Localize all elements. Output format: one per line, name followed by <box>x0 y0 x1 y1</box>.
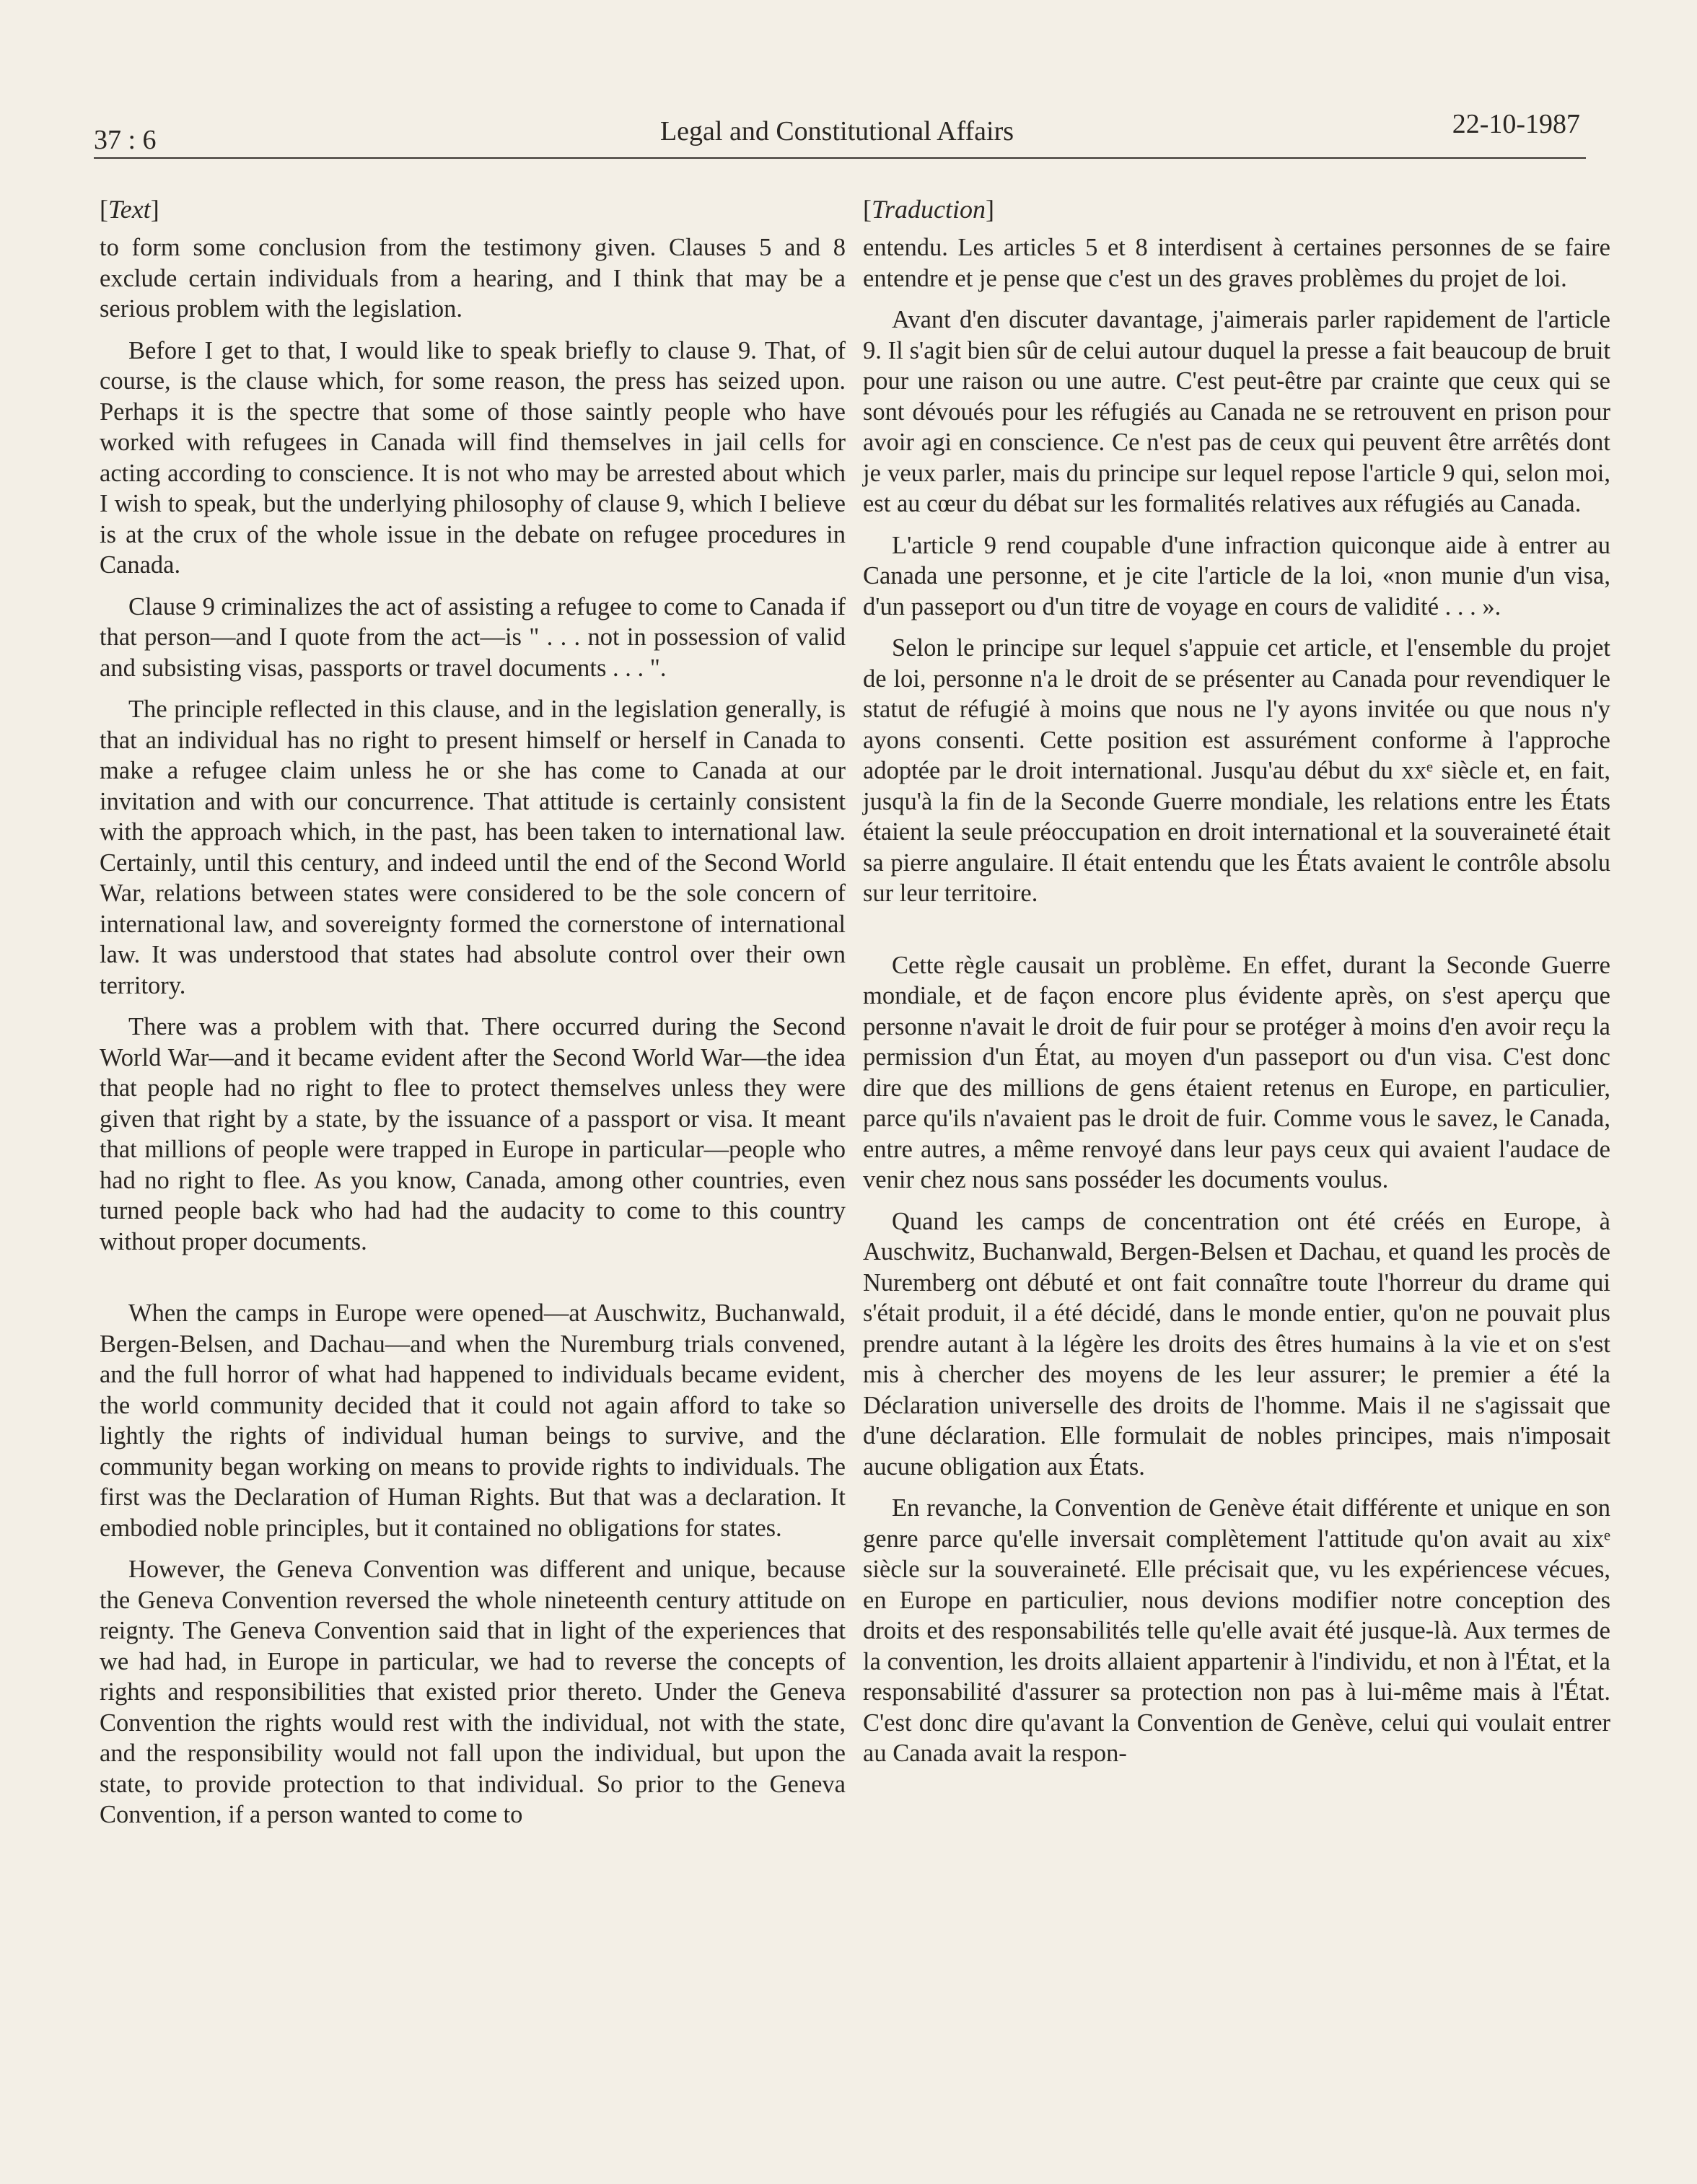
left-paragraph-1: to form some conclusion from the testimony given. Clauses 5 and 8 exclude certain individuals from a hearing, and I think that may be a serious problem with the legislation. <box>100 234 846 323</box>
right-paragraph-2: Avant d'en discuter davantage, j'aimerais parler rapidement de l'article 9. Il s'agit bien sûr de celui autour duquel la presse a fait beaucoup de bruit pour une raison ou une autre. C'est peut-être par crainte que ceux qui se sont dévoués pour les réfugiés au Canada ne se retrouvent en prison pour avoir agi en conscience. Ce n'est pas de ceux qui peuvent être arrêtés dont je veux parler, mais du principe sur lequel repose l'article 9 qui, selon moi, est au cœur du débat sur les formalités relatives aux réfugiés au Canada. <box>863 306 1610 517</box>
left-column-label: [Text] <box>100 195 159 224</box>
right-column-label: [Traduction] <box>863 195 995 224</box>
right-paragraph-7: En revanche, la Convention de Genève était différente et unique en son genre parce qu'elle inversait complètement l'attitude qu'on avait au xixᵉ siècle sur la souveraineté. Elle précisait que, vu les expériencese vécues, en Europe en particulier, nous devions modifier notre conception des droits et des responsabilités telle qu'elle avait été jusque-là. Aux termes de la convention, les droits allaient appartenir à l'individu, et non à l'État, et la responsabilité d'assurer sa protection non pas à lui-même mais à l'État. C'est donc dire qu'avant la Convention de Genève, celui qui voulait entrer au Canada avait la respon- <box>863 1494 1610 1767</box>
right-paragraph-5: Cette règle causait un problème. En effet, durant la Seconde Guerre mondiale, et de façon encore plus évidente après, on s'est aperçu que personne n'avait le droit de fuir pour se protéger à moins d'en avoir reçu la permission d'un État, au moyen d'un passeport ou d'un visa. C'est donc dire que des millions de gens étaient retenus en Europe, en particulier, parce qu'ils n'avaient pas le droit de fuir. Comme vous le savez, le Canada, entre autres, a même renvoyé dans leur pays ceux qui avaient l'audace de venir chez nous sans posséder les documents voulus. <box>863 951 1610 1193</box>
right-column-gap <box>863 920 1610 950</box>
left-paragraph-2: Before I get to that, I would like to speak briefly to clause 9. That, of course, is the clause which, for some reason, the press has seized upon. Perhaps it is the spectre that some of those saintly people who have worked with refugees in Canada will find themselves in jail cells for acting according to conscience. It is not who may be arrested about which I wish to speak, but the underlying philosophy of clause 9, which I believe is at the crux of the whole issue in the debate on refugee procedures in Canada. <box>100 336 846 579</box>
left-paragraph-5: There was a problem with that. There occurred during the Second World War—and it became evident after the Second World War—the idea that people had no right to flee to protect themselves unless they were given that right by a state, by the issuance of a passport or visa. It meant that millions of people were trapped in Europe in particular—people who had no right to flee. As you know, Canada, among other countries, even turned people back who had had the audacity to come to this country without proper documents. <box>100 1013 846 1255</box>
right-paragraph-1: entendu. Les articles 5 et 8 interdisent à certaines personnes de se faire entendre et je pense que c'est un des graves problèmes du projet de loi. <box>863 234 1610 292</box>
right-paragraph-6: Quand les camps de concentration ont été créés en Europe, à Auschwitz, Buchanwald, Bergen-Belsen et Dachau, et quand les procès de Nuremberg ont débuté et ont fait connaître toute l'horreur du drame qui s'était produit, il a été décidé, dans le monde entier, qu'on ne pouvait plus prendre autant à la légère les droits des êtres humains à la vie et on s'est mis à chercher des moyens de les leur assurer; le premier a été la Déclaration universelle des droits de l'homme. Mais il ne s'agissait que d'une déclaration. Elle formulait de nobles principes, mais n'imposait aucune obligation aux États. <box>863 1207 1610 1481</box>
page-header <box>94 108 1580 156</box>
left-paragraph-7: However, the Geneva Convention was different and unique, because the Geneva Convention reversed the whole nineteenth century attitude on reignty. The Geneva Convention said that in light of the experiences that we had had, in Europe in particular, we had to reverse the concepts of rights and responsibilities that existed prior thereto. Under the Geneva Convention the rights would rest with the individual, not with the state, and the responsibility would not fall upon the individual, but upon the state, to provide protection to that individual. So prior to the Geneva Convention, if a person wanted to come to <box>100 1556 846 1828</box>
page-number: 37 : 6 <box>94 125 157 155</box>
left-column <box>100 186 846 1841</box>
left-paragraph-6: When the camps in Europe were opened—at Auschwitz, Buchanwald, Bergen-Belsen, and Dachau—and when the Nuremburg trials convened, and the full horror of what had happened to individuals became evident, the world community decided that it could not again afford to take so lightly the rights of individual human beings to survive, and the community began working on means to provide rights to individuals. The first was the Declaration of Human Rights. But that was a declaration. It embodied noble principles, but it contained no obligations for states. <box>100 1299 846 1542</box>
right-paragraph-4: Selon le principe sur lequel s'appuie cet article, et l'ensemble du projet de loi, personne n'a le droit de se présenter au Canada pour revendiquer le statut de réfugié à moins que nous ne l'y ayons invitée ou que nous n'y ayons consenti. Cette position est assurément conforme à l'approche adoptée par le droit international. Jusqu'au début du xxᵉ siècle et, en fait, jusqu'à la fin de la Seconde Guerre mondiale, les relations entre les États étaient la seule préoccupation en droit international et la souveraineté était sa pierre angulaire. Il était entendu que les États avaient le contrôle absolu sur leur territoire. <box>863 634 1610 907</box>
right-paragraph-3: L'article 9 rend coupable d'une infraction quiconque aide à entrer au Canada une personne, et je cite l'article de la loi, «non munie d'un visa, d'un passeport ou d'un titre de voyage en cours de validité . . . ». <box>863 531 1610 620</box>
left-column-gap <box>100 1268 846 1298</box>
page-title: Legal and Constitutional Affairs <box>659 116 1014 146</box>
left-paragraph-3: Clause 9 criminalizes the act of assisting a refugee to come to Canada if that person—and I quote from the act—is " . . . not in possession of valid and subsisting visas, passports or travel documents . . . ". <box>100 592 846 682</box>
header-rule <box>94 157 1586 159</box>
right-column <box>863 186 1610 1780</box>
page-date: 22-10-1987 <box>1452 109 1580 139</box>
left-paragraph-4: The principle reflected in this clause, and in the legislation generally, is that an individual has no right to present himself or herself in Canada to make a refugee claim unless he or she has come to Canada at our invitation and with our concurrence. That attitude is certainly consistent with the approach which, in the past, has been taken to international law. Certainly, until this century, and indeed until the end of the Second World War, relations between states were considered to be the sole concern of international law, and sovereignty formed the cornerstone of international law. It was understood that states had absolute control over their own territory. <box>100 696 846 999</box>
